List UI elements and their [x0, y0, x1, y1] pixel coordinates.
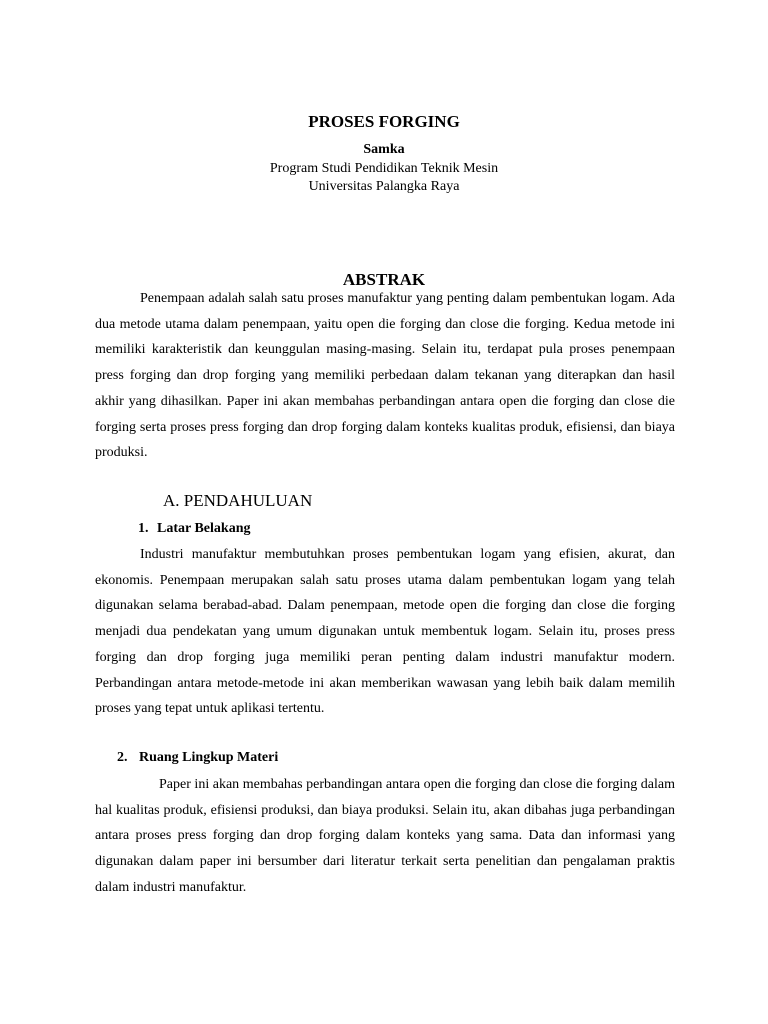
affiliation-university: Universitas Palangka Raya: [308, 179, 460, 194]
affiliation-program: Program Studi Pendidikan Teknik Mesin: [269, 161, 499, 176]
abstract-heading: ABSTRAK: [342, 270, 426, 289]
subsection-title: Latar Belakang: [157, 521, 251, 536]
subsection-number: 2.: [117, 750, 128, 765]
section-heading-pendahuluan: A. PENDAHULUAN: [163, 491, 313, 510]
ruang-lingkup-body: Paper ini akan membahas perbandingan antara open die forging dan close die forging dalam hal kualitas produk, efisiensi produksi, dan biaya produksi. Selain itu, akan dibahas juga perbandingan antara proses press forging dan drop forging dalam konteks yang sama. Data dan informasi yang digunakan dalam paper ini bersumber dari literatur terkait serta penelitian dan pengalaman praktis dalam industri manufaktur.: [95, 777, 675, 895]
subsection-heading-latar-belakang: [138, 521, 250, 537]
author-name: Samka: [363, 142, 405, 157]
paper-title: PROSES FORGING: [308, 112, 460, 131]
subsection-heading-ruang-lingkup: [117, 750, 278, 766]
latar-belakang-body: Industri manufaktur membutuhkan proses pembentukan logam yang efisien, akurat, dan ekonomis. Penempaan merupakan salah satu proses utama dalam pembentukan logam yang telah digunakan selama berabad-abad. Dalam penempaan, metode open die forging dan close die forging menjadi dua pendekatan yang umum digunakan untuk membentuk logam. Selain itu, proses press forging dan drop forging juga memiliki peran penting dalam industri manufaktur modern. Perbandingan antara metode-metode ini akan memberikan wawasan yang lebih baik dalam memilih proses yang tepat untuk aplikasi tertentu.: [95, 547, 675, 717]
abstract-body: Penempaan adalah salah satu proses manufaktur yang penting dalam pembentukan logam. Ada dua metode utama dalam penempaan, yaitu open die forging dan close die forging. Kedua metode ini memiliki karakteristik dan keunggulan masing-masing. Selain itu, terdapat pula proses penempaan press forging dan drop forging yang memiliki perbedaan dalam tekanan yang diterapkan dan hasil akhir yang dihasilkan. Paper ini akan membahas perbandingan antara open die forging dan close die forging serta proses press forging dan drop forging dalam konteks kualitas produk, efisiensi, dan biaya produksi.: [95, 291, 675, 461]
subsection-title: Ruang Lingkup Materi: [139, 750, 279, 765]
subsection-number: 1.: [138, 521, 149, 536]
